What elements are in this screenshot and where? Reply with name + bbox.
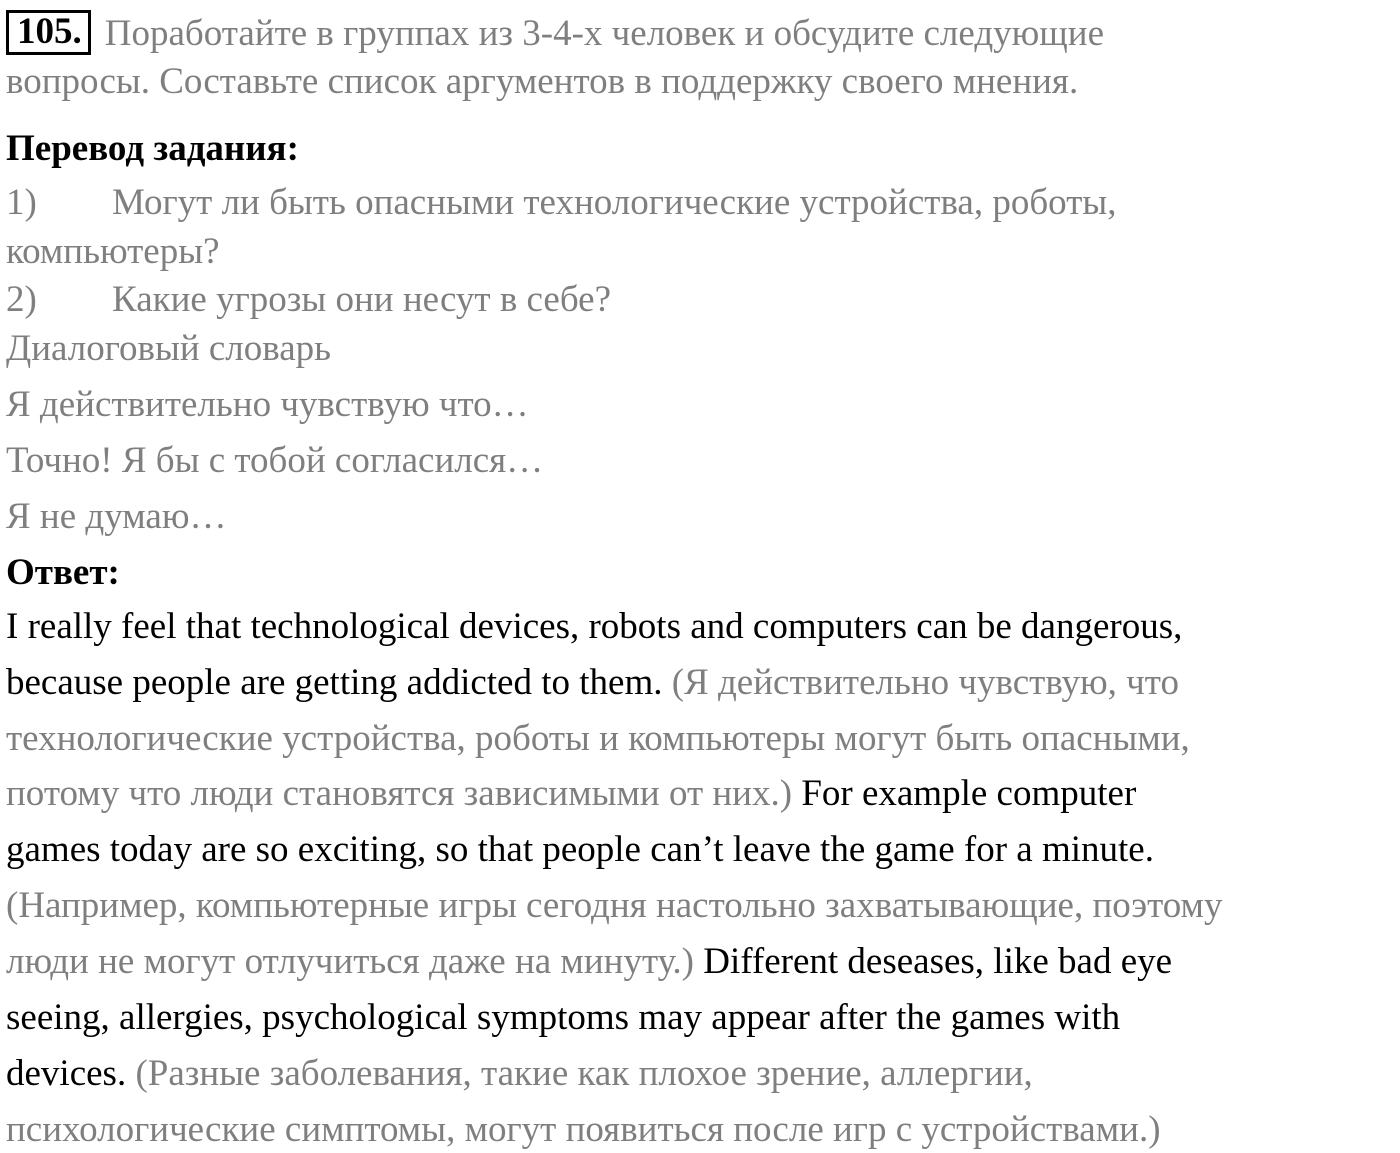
answer-line-4-en: For example computer	[792, 773, 1137, 814]
answer-line-5: games today are so exciting, so that people can’t leave the game for a minute.	[6, 829, 1154, 870]
phrase-3: Я не думаю…	[6, 496, 227, 537]
answer-line-2-en: because people are getting addicted to them.	[6, 662, 663, 703]
question-2-number: 2)	[6, 279, 37, 320]
task-line-2	[6, 63, 1078, 100]
answer-line-9-ru: (Разные заболевания, такие как плохое зрение, аллергии,	[126, 1053, 1033, 1094]
answer-heading: Ответ:	[6, 552, 120, 593]
answer-line-6: (Например, компьютерные игры сегодня настольно захватывающие, поэтому	[6, 885, 1223, 926]
answer-line-1: I really feel that technological devices, robots and computers can be dangerous,	[6, 606, 1183, 647]
answer-line-9	[6, 1055, 1033, 1092]
answer-line-10: психологические симптомы, могут появиться после игр с устройствами.)	[6, 1109, 1161, 1150]
task-line-1	[6, 12, 1104, 57]
answer-line-7-en: Different deseases, like bad eye	[694, 941, 1173, 982]
answer-line-3: технологические устройства, роботы и компьютеры могут быть опасными,	[6, 718, 1190, 759]
question-1-number: 1)	[6, 182, 37, 223]
phrase-2: Точно! Я бы с тобой согласился…	[6, 440, 544, 481]
question-2-line	[6, 281, 611, 318]
answer-line-7-ru: люди не могут отлучиться даже на минуту.)	[6, 941, 694, 982]
answer-line-2-ru: (Я действительно чувствую, что	[662, 662, 1179, 703]
phrase-1: Я действительно чувствую что…	[6, 384, 529, 425]
question-1-line-2: компьютеры?	[6, 231, 220, 272]
question-1-text-1: Могут ли быть опасными технологические устройства, роботы,	[112, 182, 1117, 223]
answer-line-7	[6, 943, 1172, 980]
translation-heading: Перевод задания:	[6, 128, 299, 169]
vocab-title: Диалоговый словарь	[6, 328, 332, 369]
task-text-1: Поработайте в группах из 3-4-х человек и обсудите следующие	[104, 13, 1105, 54]
answer-line-4	[6, 775, 1136, 812]
answer-line-4-ru: потому что люди становятся зависимыми от них.)	[6, 773, 793, 814]
answer-line-9-en: devices.	[6, 1053, 127, 1094]
task-text-2: вопросы. Составьте список аргументов в поддержку своего мнения.	[6, 61, 1079, 102]
task-number-box: 105.	[6, 10, 91, 55]
answer-line-8: seeing, allergies, psychological symptoms may appear after the games with	[6, 997, 1121, 1038]
answer-line-2	[6, 664, 1179, 701]
question-2-text: Какие угрозы они несут в себе?	[112, 279, 612, 320]
question-1-line-1	[6, 184, 1116, 221]
